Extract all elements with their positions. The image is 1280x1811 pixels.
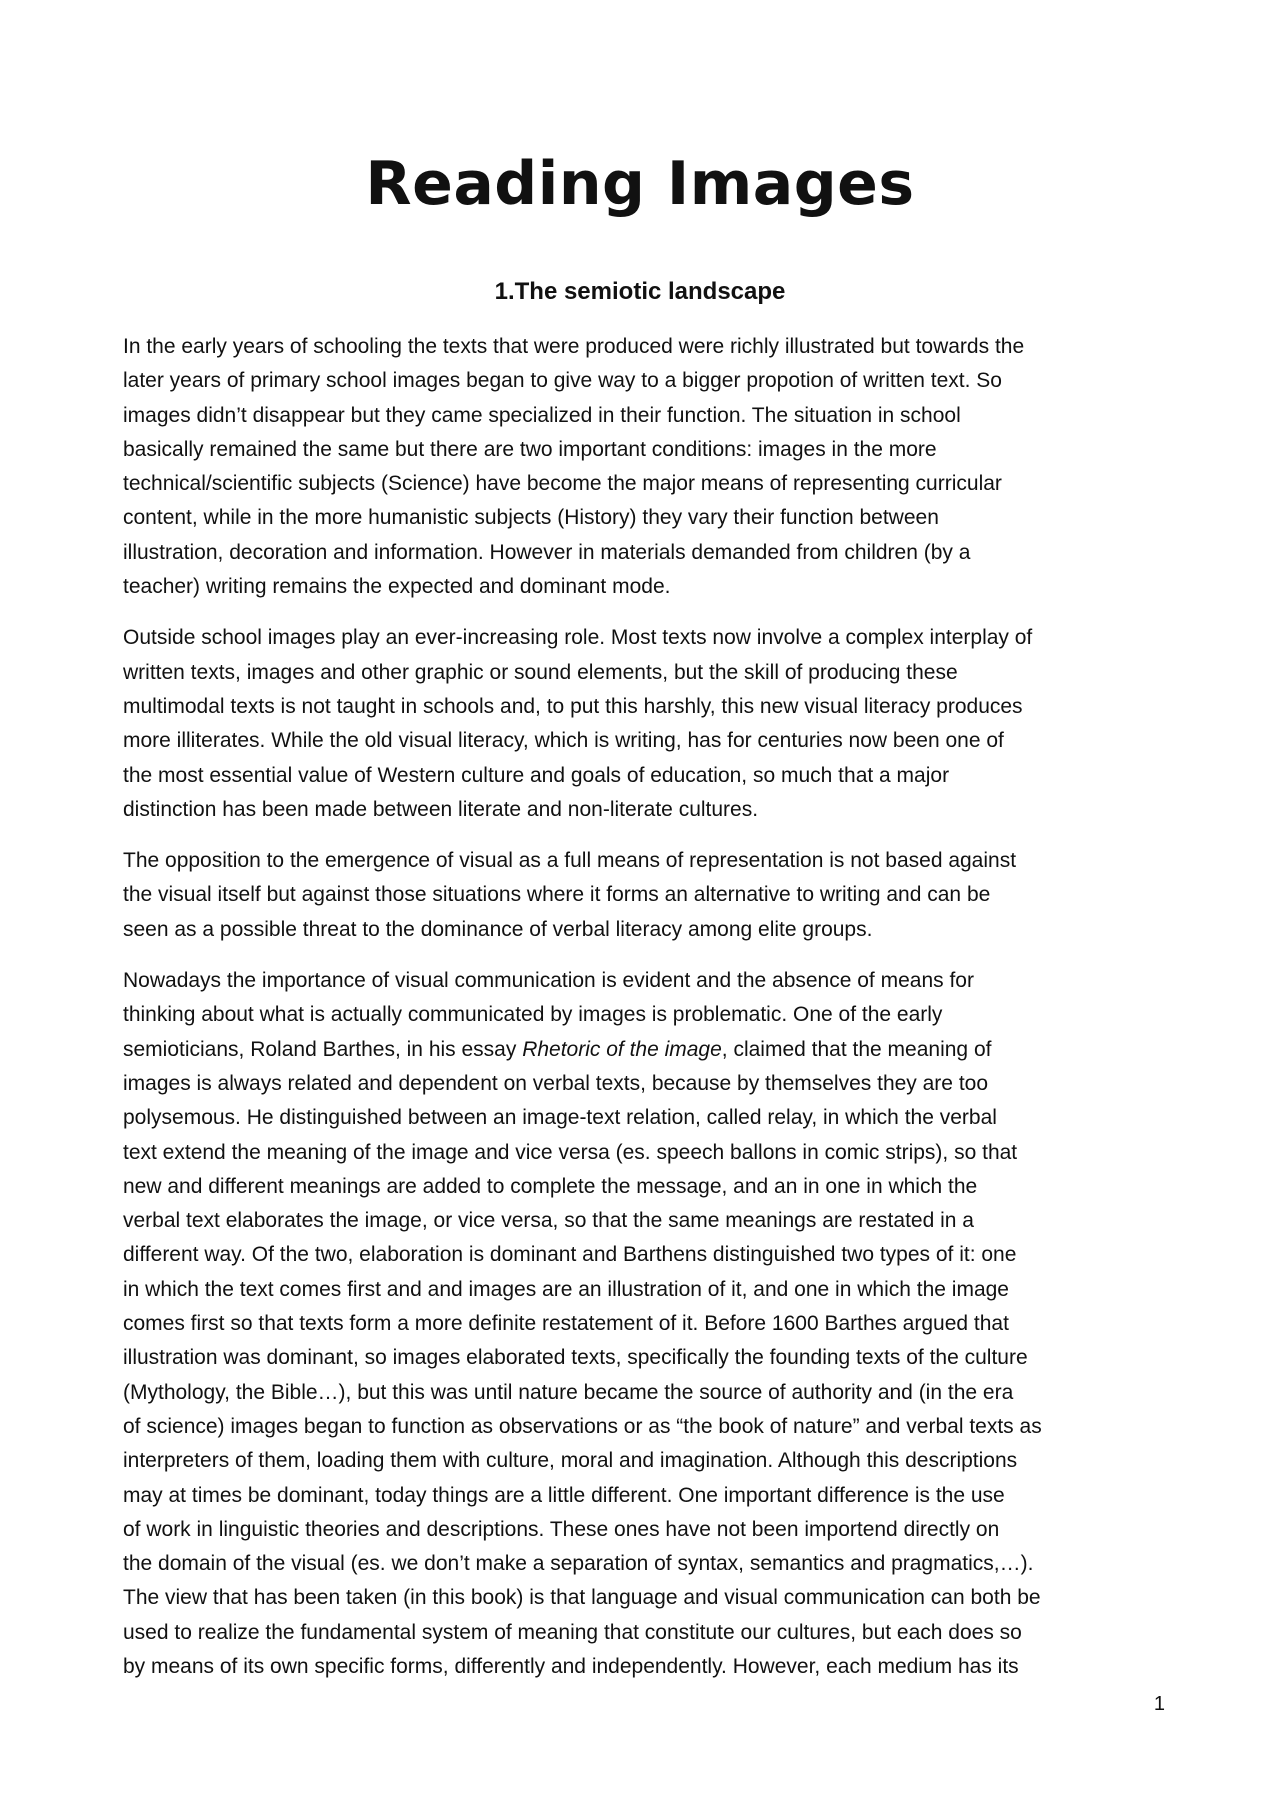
text-line: illustration was dominant, so images elaborated texts, specifically the founding texts of the culture xyxy=(123,1346,1028,1370)
text-line: may at times be dominant, today things are a little different. One important difference is the use xyxy=(123,1483,1005,1507)
section-heading: 1.The semiotic landscape xyxy=(494,278,786,305)
text-line: multimodal texts is not taught in schools and, to put this harshly, this new visual literacy produces xyxy=(123,694,1023,718)
text-segment: semioticians, Roland Barthes, in his essay xyxy=(123,1037,523,1061)
text-segment: , claimed that the meaning of xyxy=(721,1037,992,1061)
text-line: teacher) writing remains the expected and dominant mode. xyxy=(123,575,671,599)
essay-title: Rhetoric of the image xyxy=(522,1037,722,1061)
document-title: Reading Images xyxy=(365,149,915,219)
text-line: basically remained the same but there are two important conditions: images in the more xyxy=(123,437,937,461)
text-line: comes first so that texts form a more definite restatement of it. Before 1600 Barthes argued that xyxy=(123,1312,1009,1336)
text-line: of work in linguistic theories and descriptions. These ones have not been importend directly on xyxy=(123,1517,1000,1541)
text-line: verbal text elaborates the image, or vice versa, so that the same meanings are restated in a xyxy=(123,1209,974,1233)
text-line: the visual itself but against those situations where it forms an alternative to writing and can be xyxy=(123,883,991,907)
text-line: interpreters of them, loading them with culture, moral and imagination. Although this descriptions xyxy=(123,1449,1018,1473)
text-line: different way. Of the two, elaboration is dominant and Barthens distinguished two types of it: one xyxy=(123,1243,1017,1267)
text-line: seen as a possible threat to the dominance of verbal literacy among elite groups. xyxy=(123,917,873,941)
text-line: written texts, images and other graphic or sound elements, but the skill of producing these xyxy=(123,660,958,684)
text-line: In the early years of schooling the texts that were produced were richly illustrated but towards the xyxy=(123,335,1025,358)
text-line: polysemous. He distinguished between an image-text relation, called relay, in which the verbal xyxy=(123,1106,997,1130)
text-line-with-italic xyxy=(123,1033,1165,1067)
body-text xyxy=(123,330,1165,1701)
text-line: Outside school images play an ever-increasing role. Most texts now involve a complex interplay of xyxy=(123,626,1033,650)
text-line: new and different meanings are added to complete the message, and an in one in which the xyxy=(123,1174,978,1198)
text-line: The view that has been taken (in this book) is that language and visual communication can both be xyxy=(123,1586,1041,1610)
text-line: of science) images began to function as observations or as “the book of nature” and verbal texts as xyxy=(123,1414,1042,1438)
text-line: images is always related and dependent on verbal texts, because by themselves they are too xyxy=(123,1071,989,1095)
text-line: content, while in the more humanistic subjects (History) they vary their function between xyxy=(123,506,939,530)
paragraph-1 xyxy=(123,330,1165,604)
text-line: thinking about what is actually communicated by images is problematic. One of the early xyxy=(123,1003,943,1027)
text-line: distinction has been made between literate and non-literate cultures. xyxy=(123,797,759,821)
text-line: text extend the meaning of the image and vice versa (es. speech ballons in comic strips), so that xyxy=(123,1140,1018,1164)
text-line: in which the text comes first and and images are an illustration of it, and one in which the image xyxy=(123,1277,1009,1301)
text-line: more illiterates. While the old visual literacy, which is writing, has for centuries now been one of xyxy=(123,729,1004,753)
text-line: technical/scientific subjects (Science) have become the major means of representing curricular xyxy=(123,472,1002,496)
text-line: by means of its own specific forms, differently and independently. However, each medium has its xyxy=(123,1654,1019,1678)
text-line: used to realize the fundamental system of meaning that constitute our cultures, but each does so xyxy=(123,1620,1022,1644)
text-line: (Mythology, the Bible…), but this was until nature became the source of authority and (in the era xyxy=(123,1380,1014,1404)
text-line: images didn’t disappear but they came specialized in their function. The situation in school xyxy=(123,403,961,427)
paragraph-2 xyxy=(123,621,1165,827)
paragraph-3 xyxy=(123,844,1165,947)
text-line: The opposition to the emergence of visual as a full means of representation is not based against xyxy=(123,849,1017,873)
text-line: illustration, decoration and information. However in materials demanded from children (by a xyxy=(123,540,971,564)
page-number: 1 xyxy=(1153,1693,1165,1715)
text-line: the domain of the visual (es. we don’t make a separation of syntax, semantics and pragmatics,…). xyxy=(123,1552,1034,1576)
text-line: later years of primary school images began to give way to a bigger propotion of written text. So xyxy=(123,369,1002,393)
text-line: Nowadays the importance of visual communication is evident and the absence of means for xyxy=(123,969,974,993)
text-line: the most essential value of Western culture and goals of education, so much that a major xyxy=(123,763,950,787)
paragraph-4 xyxy=(123,964,1165,1684)
